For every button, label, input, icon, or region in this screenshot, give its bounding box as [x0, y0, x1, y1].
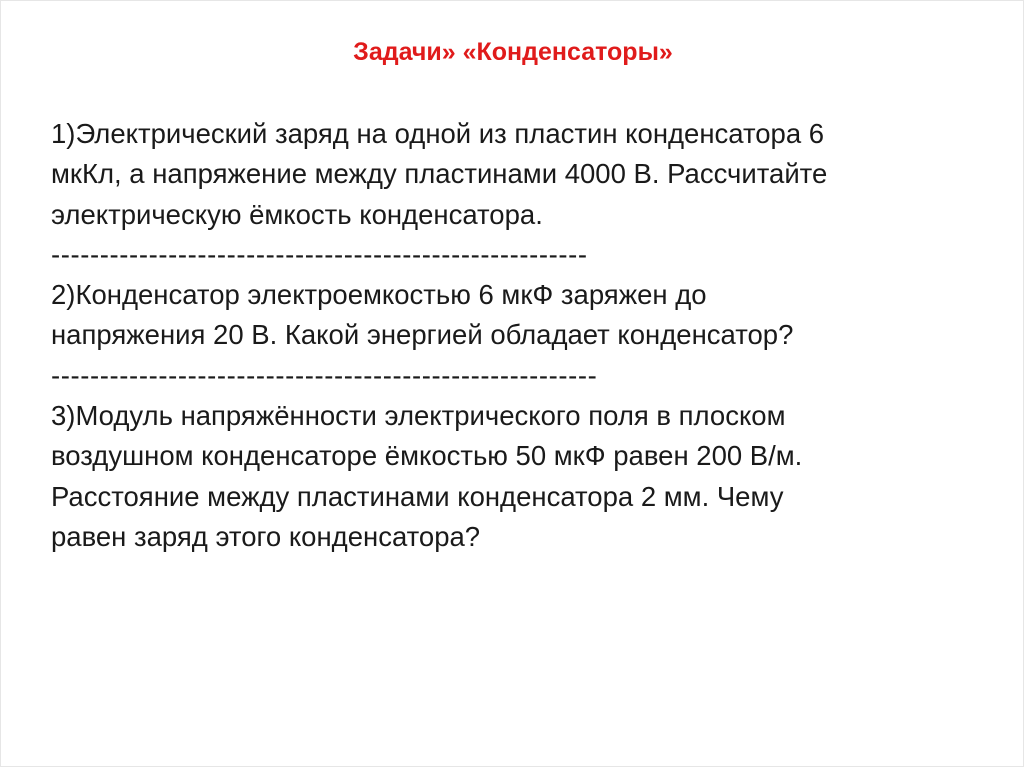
problem-1-line: электрическую ёмкость конденсатора.: [51, 198, 543, 230]
problems-list: [51, 114, 981, 557]
problem-3: [51, 396, 981, 557]
problem-3-line: 3)Модуль напряжённости электрического поля в плоском: [51, 400, 786, 432]
problem-2-line: 2)Конденсатор электроемкостью 6 мкФ заряжен до: [51, 279, 707, 311]
problem-3-line: равен заряд этого конденсатора?: [51, 520, 481, 552]
problem-2-line: напряжения 20 В. Какой энергией обладает конденсатор?: [51, 319, 794, 351]
separator-line: --------------------------------------------------------: [51, 359, 598, 391]
problem-3-line: Расстояние между пластинами конденсатора 2 мм. Чему: [51, 480, 784, 512]
problem-1-line: 1)Электрический заряд на одной из пластин конденсатора 6: [51, 118, 825, 149]
slide-title: Задачи» «Конденсаторы»: [353, 38, 673, 66]
problem-1: [51, 114, 981, 235]
problem-2: [51, 275, 981, 356]
separator-line: -------------------------------------------------------: [51, 238, 588, 270]
problem-3-line: воздушном конденсаторе ёмкостью 50 мкФ равен 200 В/м.: [51, 440, 803, 472]
problem-1-line: мкКл, а напряжение между пластинами 4000 В. Рассчитайте: [51, 158, 828, 190]
